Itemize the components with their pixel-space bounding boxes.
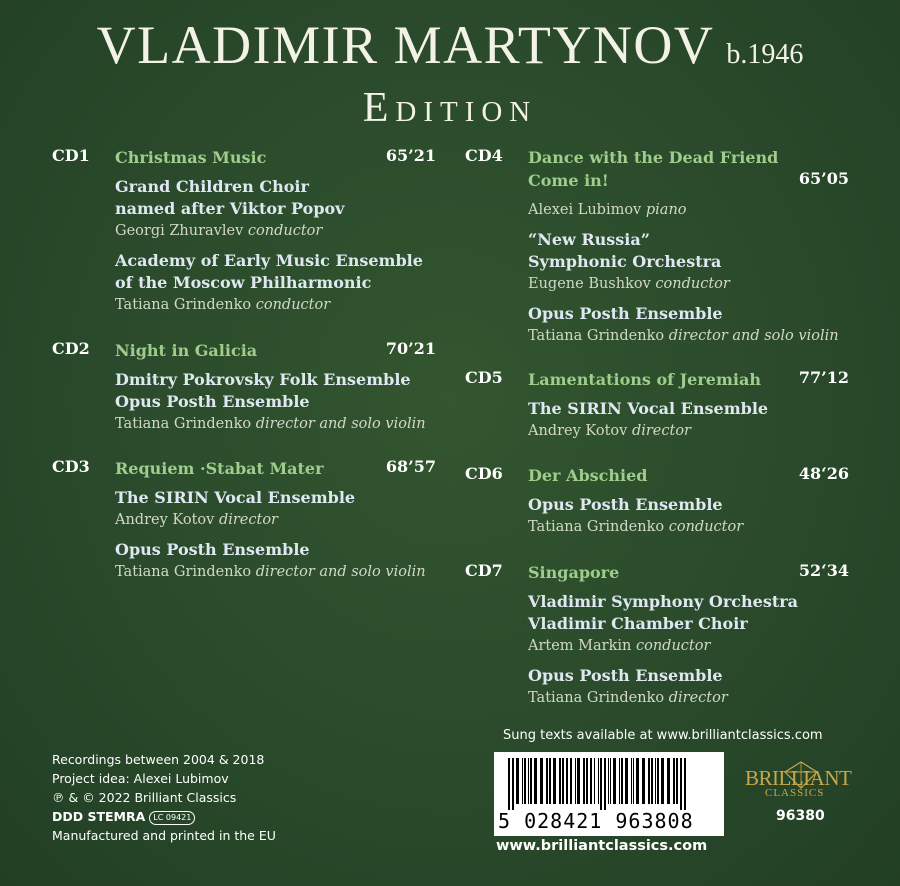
performer-block (528, 303, 839, 347)
person-role: director (631, 423, 691, 439)
work-title: Lamentations of Jeremiah (528, 370, 761, 389)
ensemble-name: Academy of Early Music Ensemble (115, 251, 423, 270)
person-name: Tatiana Grindenko (528, 328, 665, 344)
work-title: Dance with the Dead Friend (528, 148, 779, 167)
brilliant-classics-logo (745, 762, 855, 802)
barcode-bar (522, 758, 523, 804)
duration: 77’12 (798, 368, 849, 387)
ddd-stemra: DDD STEMRA (52, 809, 146, 824)
barcode-bar (684, 758, 686, 810)
barcode-bar (570, 758, 572, 804)
barcode-bar (575, 758, 576, 804)
person-role: director and solo violin (255, 564, 426, 580)
barcode-bar (655, 758, 656, 804)
copyright: ℗ & © 2022 Brilliant Classics (52, 790, 237, 805)
work-title: Christmas Music (115, 148, 267, 167)
barcode-bar (619, 758, 620, 804)
ensemble-name: Symphonic Orchestra (528, 252, 722, 271)
person-credit (528, 273, 730, 295)
work-title: Requiem ·Stabat Mater (115, 459, 324, 478)
person-credit (528, 199, 687, 221)
cd-number: CD1 (52, 146, 90, 165)
barcode-bar (613, 758, 616, 804)
barcode-bar (648, 758, 650, 804)
person-role: conductor (635, 638, 711, 654)
ensemble-name: Dmitry Pokrovsky Folk Ensemble (115, 370, 411, 389)
person-name: Artem Markin (528, 638, 632, 654)
recordings-info: Recordings between 2004 & 2018 (52, 752, 265, 767)
barcode-bar (598, 758, 599, 804)
duration: 48‘26 (798, 464, 849, 483)
ensemble-name: Vladimir Symphony Orchestra (528, 592, 799, 611)
person-role: conductor (255, 297, 331, 313)
work-title: Singapore (528, 563, 620, 582)
logo-sub-text: CLASSICS (765, 787, 825, 799)
barcode-bar (528, 758, 529, 804)
catalog-number: 96380 (776, 808, 825, 824)
barcode-bar (661, 758, 664, 804)
edition-title: Edition (362, 85, 538, 131)
barcode-bar (583, 758, 585, 804)
performer-block (528, 591, 798, 657)
barcode-bar (512, 758, 514, 810)
manufactured-info: Manufactured and printed in the EU (52, 828, 276, 843)
duration: 68’57 (385, 457, 436, 476)
barcode-digits: 5 028421 963808 (498, 809, 694, 833)
person-credit (115, 220, 344, 242)
lc-code-badge: LC 09421 (149, 811, 195, 825)
barcode-bar (642, 758, 645, 804)
barcode-bar (534, 758, 537, 804)
barcode-bar (608, 758, 609, 804)
person-name: Tatiana Grindenko (115, 416, 252, 432)
ensemble-name: Grand Children Choir (115, 177, 309, 196)
cd-number: CD6 (465, 464, 503, 483)
performer-block (528, 229, 730, 295)
barcode-bar (673, 758, 675, 804)
cd-number: CD4 (465, 146, 503, 165)
performer-block (528, 665, 728, 709)
person-credit (528, 516, 743, 538)
ensemble-name: The SIRIN Vocal Ensemble (115, 488, 356, 507)
person-role: conductor (247, 223, 323, 239)
person-credit (115, 561, 426, 583)
barcode-bar (546, 758, 548, 804)
barcode-bar (600, 758, 602, 810)
barcode-bar (524, 758, 526, 804)
barcode-bar (562, 758, 564, 804)
barcode-bar (586, 758, 588, 804)
ensemble-name: named after Viktor Popov (115, 199, 345, 218)
ddd-line (52, 807, 276, 826)
barcode-bar (540, 758, 543, 804)
barcode-bars (508, 758, 708, 810)
ensemble-name: Opus Posth Ensemble (115, 540, 310, 559)
barcode-bar (633, 758, 634, 804)
person-role: conductor (655, 276, 730, 292)
performer-block (115, 369, 426, 435)
barcode-bar (577, 758, 580, 804)
ensemble-name: “New Russia” (528, 230, 650, 249)
work-title: Der Abschied (528, 466, 648, 485)
person-role: director (218, 512, 278, 528)
title-line (0, 14, 900, 76)
credits-block (52, 750, 276, 845)
person-role: director and solo violin (255, 416, 426, 432)
person-name: Georgi Zhuravlev (115, 223, 244, 239)
barcode-bar (621, 758, 623, 804)
barcode-bar (594, 758, 595, 804)
barcode-bar (516, 758, 519, 804)
barcode-bar (559, 758, 561, 804)
work-title: Night in Galicia (115, 341, 258, 360)
duration: 70’21 (385, 339, 436, 358)
duration: 65’21 (385, 146, 436, 165)
person-name: Tatiana Grindenko (115, 297, 252, 313)
project-idea: Project idea: Alexei Lubimov (52, 771, 229, 786)
barcode-bar (657, 758, 659, 804)
duration: 52‘34 (798, 561, 849, 580)
barcode-bar (610, 758, 611, 804)
barcode-bar (604, 758, 606, 810)
person-credit (115, 413, 426, 435)
barcode-bar (676, 758, 678, 804)
barcode-bar (549, 758, 551, 804)
website-link[interactable]: www.brilliantclassics.com (496, 838, 708, 854)
ensemble-name: Opus Posth Ensemble (115, 392, 310, 411)
barcode-bar (590, 758, 592, 804)
person-role: piano (645, 202, 687, 218)
barcode-bar (651, 758, 653, 804)
ensemble-name: Opus Posth Ensemble (528, 495, 723, 514)
ensemble-name: of the Moscow Philharmonic (115, 273, 372, 292)
cd-number: CD7 (465, 561, 503, 580)
person-credit (115, 509, 355, 531)
ensemble-name: Opus Posth Ensemble (528, 304, 723, 323)
barcode-bar (636, 758, 639, 804)
person-role: conductor (668, 519, 744, 535)
person-credit (115, 294, 423, 316)
cd-number: CD5 (465, 368, 503, 387)
barcode-bar (508, 758, 510, 810)
person-name: Andrey Kotov (528, 423, 628, 439)
barcode-bar (566, 758, 568, 804)
cd-number: CD2 (52, 339, 90, 358)
logo-main-text: BRILLIANT (745, 766, 852, 790)
ensemble-name: The SIRIN Vocal Ensemble (528, 399, 769, 418)
person-name: Alexei Lubimov (528, 202, 642, 218)
barcode (494, 752, 724, 836)
birth-year: b.1946 (726, 39, 804, 70)
person-credit (528, 687, 728, 709)
performer-block (115, 250, 423, 316)
person-role: director and solo violin (668, 328, 839, 344)
barcode-bar (625, 758, 628, 804)
ensemble-name: Opus Posth Ensemble (528, 666, 723, 685)
performer-block (528, 398, 768, 442)
performer-block (528, 199, 687, 221)
barcode-bar (530, 758, 532, 804)
sung-texts-note: Sung texts available at www.brilliantclassics.com (503, 728, 823, 743)
barcode-bar (631, 758, 632, 804)
performer-block (115, 539, 426, 583)
person-name: Eugene Bushkov (528, 276, 651, 292)
person-credit (528, 420, 768, 442)
performer-block (115, 487, 355, 531)
performer-block (528, 494, 743, 538)
ensemble-name: Vladimir Chamber Choir (528, 614, 748, 633)
duration: 65’05 (798, 169, 849, 188)
barcode-bar (680, 758, 682, 810)
composer-name: VLADIMIR MARTYNOV (96, 15, 715, 75)
person-role: director (668, 690, 728, 706)
performer-block (115, 176, 344, 242)
person-name: Andrey Kotov (115, 512, 215, 528)
work-title: Come in! (528, 171, 609, 190)
person-name: Tatiana Grindenko (528, 519, 665, 535)
barcode-bar (667, 758, 670, 804)
person-name: Tatiana Grindenko (528, 690, 665, 706)
person-credit (528, 325, 839, 347)
cd-number: CD3 (52, 457, 90, 476)
person-credit (528, 635, 798, 657)
barcode-bar (553, 758, 556, 804)
person-name: Tatiana Grindenko (115, 564, 252, 580)
